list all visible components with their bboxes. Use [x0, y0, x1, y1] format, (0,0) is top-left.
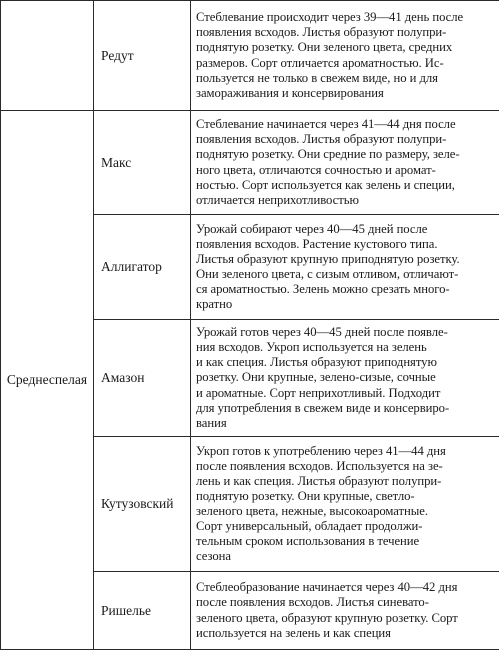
- description-line: тельным сроком использования в течение: [196, 534, 495, 549]
- description-line: зеленого цвета, образуют крупную розетку. Сорт: [196, 611, 495, 626]
- variety-name: Аллигатор: [101, 259, 162, 274]
- variety-description-cell: [191, 572, 499, 650]
- description-line: Стеблеобразование начинается через 40—42 дня: [196, 580, 495, 595]
- description-line: Стеблевание начинается через 41—44 дня после: [196, 117, 495, 132]
- description-line: замораживания и консервирования: [196, 86, 495, 101]
- description-line: появления всходов. Листья образуют полупри-: [196, 132, 495, 147]
- description-line: отличается неприхотливостью: [196, 193, 495, 208]
- variety-description-cell: [191, 437, 499, 572]
- variety-name: Амазон: [101, 370, 144, 385]
- description-line: поднятую розетку. Они крупные, светло-: [196, 489, 495, 504]
- variety-description-cell: [191, 111, 499, 215]
- variety-description-cell: [191, 320, 499, 437]
- description-line: вания: [196, 416, 495, 431]
- variety-name-cell: [94, 1, 191, 111]
- description-line: Урожай собирают через 40—45 дней после: [196, 222, 495, 237]
- ripeness-group-label: Среднеспелая: [7, 372, 87, 387]
- description-line: после появления всходов. Листья синевато-: [196, 595, 495, 610]
- variety-name: Кутузовский: [101, 496, 174, 511]
- description-line: ного цвета, отличаются сочностью и аромат-: [196, 163, 495, 178]
- table-row: [1, 111, 499, 215]
- description-line: розетку. Они крупные, зелено-сизые, сочные: [196, 370, 495, 385]
- ripeness-group-cell: [1, 111, 94, 650]
- table-row: [1, 1, 499, 111]
- variety-name-cell: [94, 320, 191, 437]
- description-line: кратно: [196, 297, 495, 312]
- ripeness-group-cell: [1, 1, 94, 111]
- description-line: Укроп готов к употреблению через 41—44 дня: [196, 444, 495, 459]
- variety-description-cell: [191, 215, 499, 320]
- description-line: пользуется не только в свежем виде, но и для: [196, 71, 495, 86]
- variety-name-cell: [94, 437, 191, 572]
- description-line: Стеблевание происходит через 39—41 день после: [196, 10, 495, 25]
- description-line: Листья образуют крупную приподнятую розетку.: [196, 252, 495, 267]
- description-line: после появления всходов. Используется на зе-: [196, 459, 495, 474]
- variety-name: Редут: [101, 48, 134, 63]
- description-line: ния всходов. Укроп используется на зелень: [196, 340, 495, 355]
- description-line: зеленого цвета, нежные, высокоароматные.: [196, 504, 495, 519]
- variety-name: Макс: [101, 155, 131, 170]
- description-line: и как специя. Листья образуют приподнятую: [196, 355, 495, 370]
- description-line: появления всходов. Растение кустового типа.: [196, 237, 495, 252]
- description-line: Сорт универсальный, обладает продолжи-: [196, 519, 495, 534]
- description-line: появления всходов. Листья образуют полупри-: [196, 25, 495, 40]
- variety-name-cell: [94, 215, 191, 320]
- description-line: и ароматные. Сорт неприхотливый. Подходит: [196, 386, 495, 401]
- variety-name-cell: [94, 111, 191, 215]
- description-line: для употребления в свежем виде и консервиро-: [196, 401, 495, 416]
- description-line: Они зеленого цвета, с сизым отливом, отличают-: [196, 267, 495, 282]
- description-line: используется на зелень и как специя: [196, 626, 495, 641]
- description-line: ся ароматностью. Зелень можно срезать много-: [196, 282, 495, 297]
- description-line: поднятую розетку. Они средние по размеру, зеле-: [196, 147, 495, 162]
- description-line: поднятую розетку. Они зеленого цвета, средних: [196, 40, 495, 55]
- description-line: ностью. Сорт используется как зелень и специи,: [196, 178, 495, 193]
- description-line: Урожай готов через 40—45 дней после появле-: [196, 325, 495, 340]
- variety-name-cell: [94, 572, 191, 650]
- variety-description-cell: [191, 1, 499, 111]
- description-line: размеров. Сорт отличается ароматностью. Ис-: [196, 56, 495, 71]
- variety-name: Ришелье: [101, 603, 151, 618]
- description-line: сезона: [196, 549, 495, 564]
- description-line: лень и как специя. Листья образуют полупри-: [196, 474, 495, 489]
